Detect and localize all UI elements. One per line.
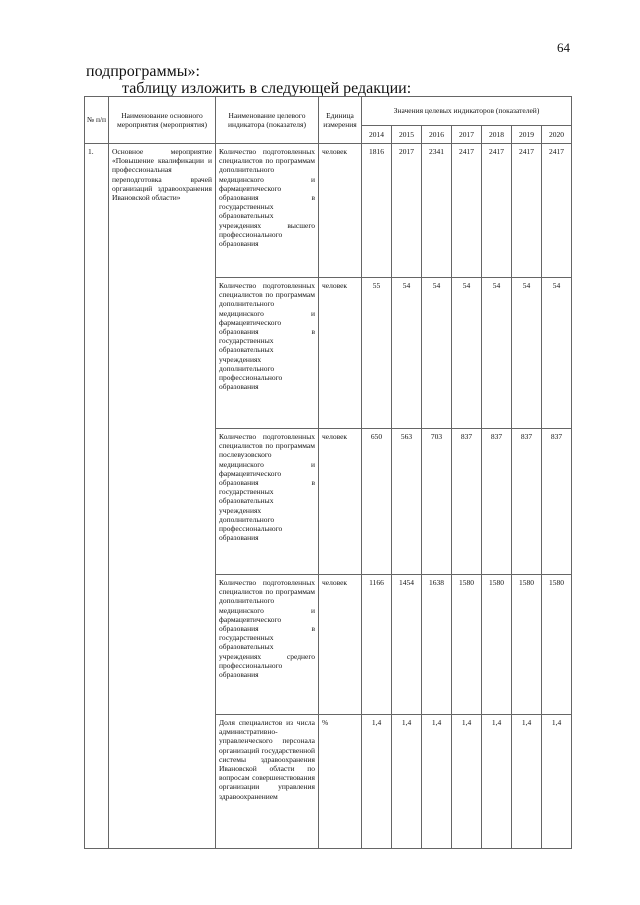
indicator-value: 563: [392, 429, 422, 575]
indicator-value: 837: [542, 429, 572, 575]
indicator-value: 1,4: [482, 715, 512, 849]
indicator-value: 2417: [542, 144, 572, 278]
indicator-name: Количество подготовленных специалистов по программам послевузовского медицинского и фармацевтического образования в государственных образовательных учреждениях дополнительного профессионального образования: [216, 429, 319, 575]
indicator-value: 2017: [392, 144, 422, 278]
activity-name: Основное мероприятие «Повышение квалификации и профессиональная переподготовка врачей организаций здравоохранения Ивановской области»: [109, 144, 216, 849]
indicator-value: 1580: [512, 575, 542, 715]
header-unit: Единица измерения: [319, 97, 362, 144]
indicator-value: 54: [452, 278, 482, 429]
indicator-value: 1166: [362, 575, 392, 715]
page-number: 64: [557, 40, 570, 55]
indicator-value: 2417: [452, 144, 482, 278]
indicator-name: Количество подготовленных специалистов по программам дополнительного медицинского и фармацевтического образования в государственных образовательных учреждениях дополнительного профессионального образования: [216, 278, 319, 429]
indicator-name: Количество подготовленных специалистов по программам дополнительного медицинского и фармацевтического образования в государственных образовательных учреждениях среднего профессионального образования: [216, 575, 319, 715]
indicator-value: 54: [482, 278, 512, 429]
indicator-value: 1638: [422, 575, 452, 715]
header-activity: Наименование основного мероприятия (мероприятия): [109, 97, 216, 144]
indicator-value: 1454: [392, 575, 422, 715]
year-header: 2018: [482, 126, 512, 144]
indicator-value: 837: [512, 429, 542, 575]
indicator-value: 1,4: [512, 715, 542, 849]
header-num: № п/п: [85, 97, 109, 144]
indicator-value: 1,4: [542, 715, 572, 849]
year-header: 2016: [422, 126, 452, 144]
indicator-value: 2417: [482, 144, 512, 278]
table-row: [85, 144, 572, 278]
indicator-value: 1,4: [422, 715, 452, 849]
indicator-unit: %: [319, 715, 362, 849]
header-row: [85, 97, 572, 126]
year-header: 2020: [542, 126, 572, 144]
year-header: 2015: [392, 126, 422, 144]
indicator-value: 703: [422, 429, 452, 575]
indicator-value: 1,4: [392, 715, 422, 849]
indicator-value: 54: [542, 278, 572, 429]
indicator-value: 2417: [512, 144, 542, 278]
intro-line-1: подпрограммы»:: [86, 63, 200, 80]
indicator-unit: человек: [319, 144, 362, 278]
year-header: 2017: [452, 126, 482, 144]
indicator-value: 55: [362, 278, 392, 429]
indicator-value: 1,4: [362, 715, 392, 849]
indicator-value: 1580: [482, 575, 512, 715]
indicator-name: Доля специалистов из числа административно-управленческого персонала организаций государственной системы здравоохранения Ивановской области по вопросам совершенствования организации управления здравоохранением: [216, 715, 319, 849]
header-values: Значения целевых индикаторов (показателей): [362, 97, 572, 126]
indicator-value: 1816: [362, 144, 392, 278]
indicator-value: 1,4: [452, 715, 482, 849]
row-number: 1.: [85, 144, 109, 849]
year-header: 2019: [512, 126, 542, 144]
indicator-value: 54: [512, 278, 542, 429]
indicator-value: 837: [452, 429, 482, 575]
year-header: 2014: [362, 126, 392, 144]
indicator-unit: человек: [319, 278, 362, 429]
indicator-value: 837: [482, 429, 512, 575]
intro-line-2: таблицу изложить в следующей редакции:: [122, 80, 412, 97]
indicator-name: Количество подготовленных специалистов по программам дополнительного медицинского и фармацевтического образования в государственных образовательных учреждениях высшего профессионального образования: [216, 144, 319, 278]
header-indicator: Наименование целевого индикатора (показателя): [216, 97, 319, 144]
indicator-value: 650: [362, 429, 392, 575]
indicator-value: 54: [392, 278, 422, 429]
indicator-value: 2341: [422, 144, 452, 278]
indicator-unit: человек: [319, 575, 362, 715]
indicator-value: 1580: [452, 575, 482, 715]
indicators-table: [84, 96, 572, 849]
indicator-value: 54: [422, 278, 452, 429]
indicator-value: 1580: [542, 575, 572, 715]
indicator-unit: человек: [319, 429, 362, 575]
